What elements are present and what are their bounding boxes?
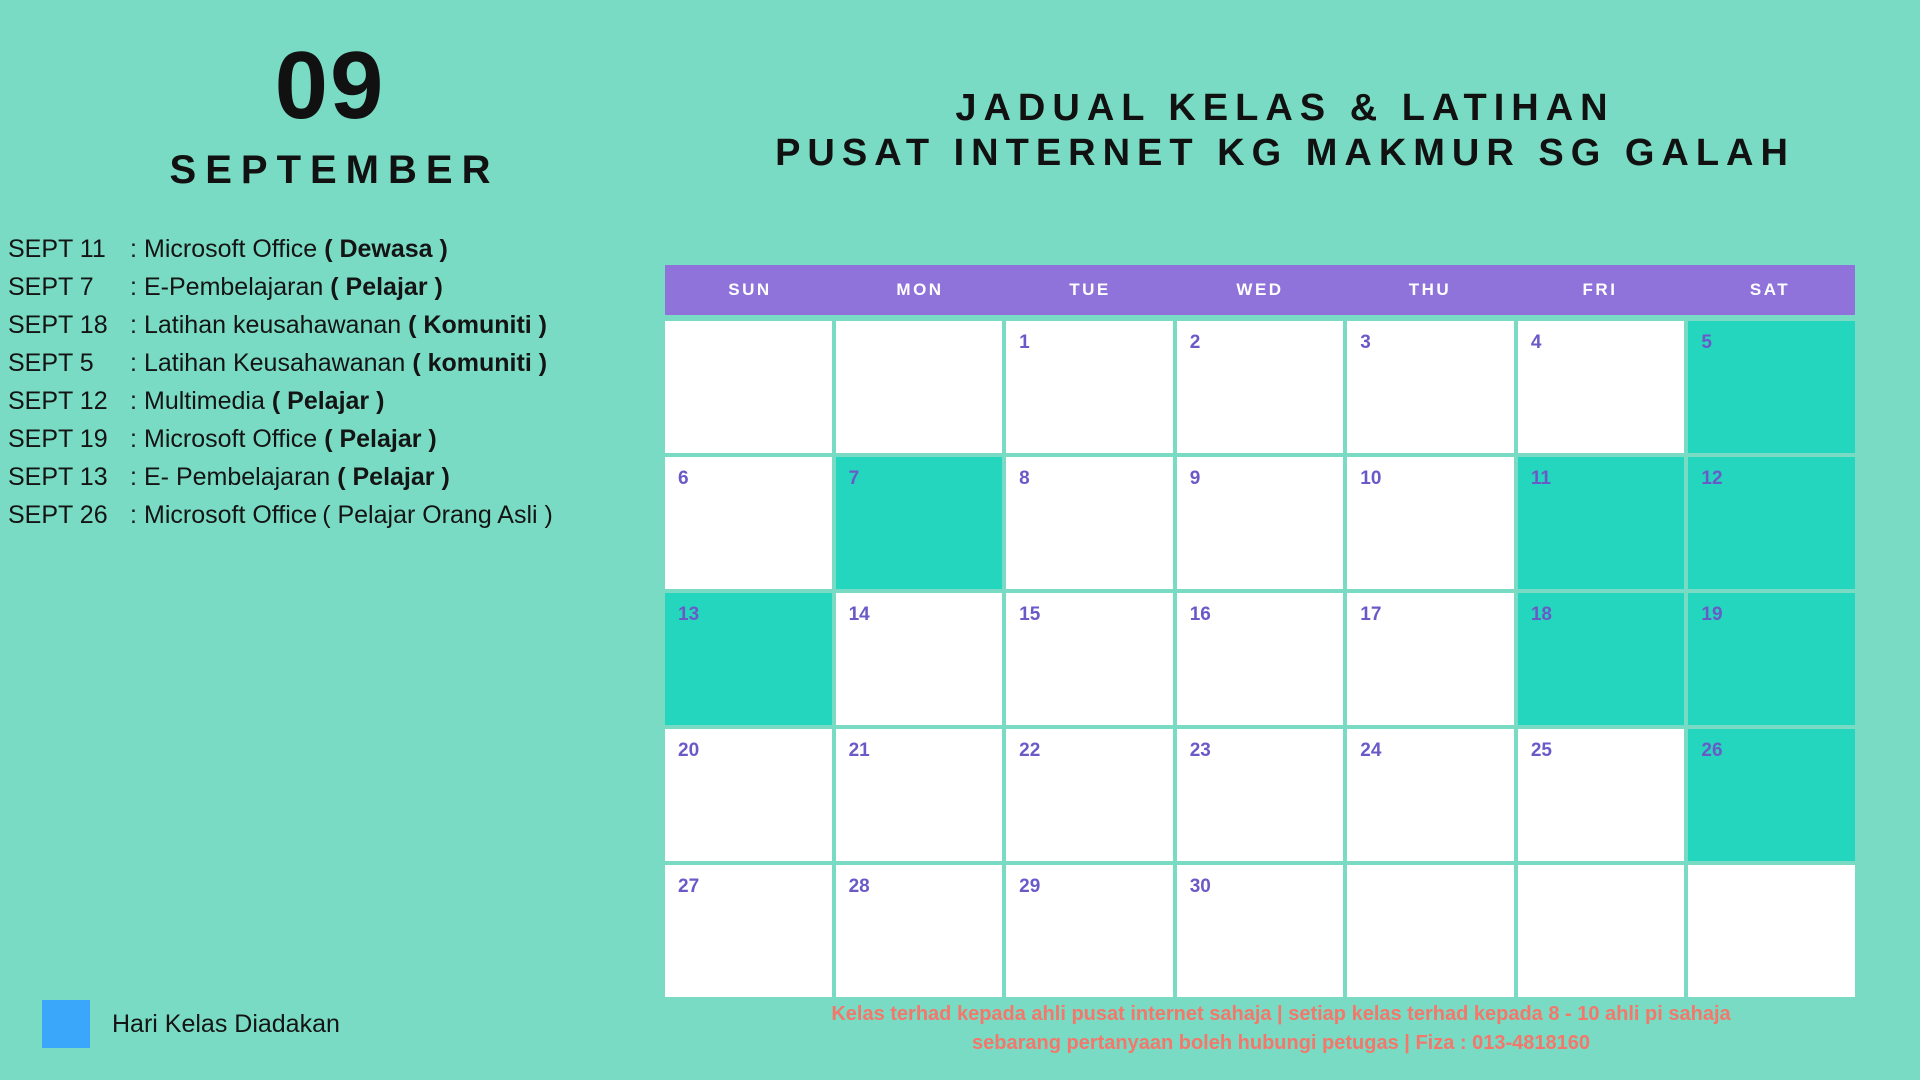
calendar-day-cell[interactable] [1177, 865, 1344, 997]
calendar-day-cell[interactable] [1688, 457, 1855, 589]
calendar-day-number: 18 [1530, 604, 1552, 625]
calendar-day-cell[interactable] [1006, 865, 1173, 997]
calendar-day-cell[interactable] [836, 457, 1003, 589]
schedule-audience-tag: ( komuniti ) [412, 349, 548, 377]
calendar-day-cell[interactable] [1006, 729, 1173, 861]
schedule-audience-tag: ( Pelajar ) [330, 273, 443, 301]
poster-title-line2: PUSAT INTERNET KG MAKMUR SG GALAH [775, 131, 1795, 174]
calendar-day-number: 14 [848, 604, 870, 625]
calendar-day-number: 3 [1360, 332, 1371, 353]
schedule-row [8, 313, 660, 338]
calendar-day-number: 12 [1701, 468, 1723, 489]
calendar-day-cell[interactable] [1177, 321, 1344, 453]
footnote [660, 1000, 1920, 1058]
calendar-dayname: WED [1236, 280, 1284, 299]
schedule-date: SEPT 5 [8, 349, 94, 377]
calendar-day-number: 21 [848, 740, 870, 761]
calendar-day-number: 30 [1189, 876, 1211, 897]
schedule-row [8, 351, 660, 376]
calendar-day-cell[interactable] [665, 865, 832, 997]
calendar-day-number: 6 [678, 468, 689, 489]
calendar-grid [665, 321, 1855, 997]
poster-title-line1: JADUAL KELAS & LATIHAN [955, 87, 1615, 129]
schedule-title: Microsoft Office [144, 235, 318, 263]
calendar-header-row [665, 265, 1855, 315]
month-name: SEPTEMBER [169, 148, 500, 192]
calendar-day-number: 19 [1701, 604, 1723, 625]
calendar-day-cell[interactable] [836, 593, 1003, 725]
schedule-date: SEPT 13 [8, 463, 108, 491]
calendar-day-cell[interactable] [1518, 729, 1685, 861]
calendar-day-cell[interactable] [1006, 321, 1173, 453]
calendar-day-cell[interactable] [1688, 729, 1855, 861]
legend-label: Hari Kelas Diadakan [112, 1009, 340, 1038]
calendar-empty-cell [1347, 865, 1514, 997]
schedule-row [8, 389, 660, 414]
footnote-line1: Kelas terhad kepada ahli pusat internet sahaja | setiap kelas terhad kepada 8 - 10 ahli pi sahaja [831, 1003, 1731, 1025]
calendar-day-cell[interactable] [665, 729, 832, 861]
schedule-date: SEPT 12 [8, 387, 108, 415]
calendar-day-number: 13 [678, 604, 700, 625]
calendar-day-cell[interactable] [1518, 321, 1685, 453]
calendar-day-number: 20 [678, 740, 700, 761]
calendar-day-cell[interactable] [1006, 593, 1173, 725]
schedule-separator: : [130, 463, 137, 491]
calendar-dayname: SUN [728, 280, 772, 299]
calendar-dayname: MON [896, 280, 944, 299]
calendar-day-number: 11 [1530, 468, 1551, 489]
calendar-day-cell[interactable] [1177, 457, 1344, 589]
calendar-day-cell[interactable] [1518, 457, 1685, 589]
calendar-empty-cell [1688, 865, 1855, 997]
calendar-empty-cell [836, 321, 1003, 453]
schedule-title: E-Pembelajaran [144, 273, 324, 301]
schedule-title: Latihan keusahawanan [144, 311, 402, 339]
schedule-title: Latihan Keusahawanan [144, 349, 406, 377]
schedule-separator: : [130, 425, 137, 453]
schedule-title: Microsoft Office [144, 425, 318, 453]
calendar-day-cell[interactable] [1347, 729, 1514, 861]
left-panel [0, 0, 660, 1080]
schedule-separator: : [130, 235, 137, 263]
schedule-audience-tag: ( Pelajar ) [324, 425, 437, 453]
schedule-separator: : [130, 501, 137, 529]
legend-color-swatch [42, 1000, 90, 1048]
schedule-title: Multimedia [144, 387, 265, 415]
schedule-audience-tag: ( Pelajar Orang Asli ) [322, 501, 553, 529]
calendar-day-number: 26 [1701, 740, 1723, 761]
schedule-date: SEPT 7 [8, 273, 94, 301]
calendar-day-number: 4 [1530, 332, 1542, 353]
calendar-day-cell[interactable] [1518, 593, 1685, 725]
schedule-row [8, 427, 660, 452]
calendar-dayname: FRI [1582, 280, 1618, 299]
calendar-day-number: 1 [1019, 332, 1030, 353]
right-panel [660, 0, 1920, 1080]
calendar-day-number: 9 [1189, 468, 1201, 489]
calendar [665, 265, 1855, 997]
calendar-day-cell[interactable] [1177, 729, 1344, 861]
calendar-empty-cell [1518, 865, 1685, 997]
calendar-day-number: 7 [848, 468, 860, 489]
calendar-day-number: 17 [1360, 604, 1382, 625]
schedule-row [8, 237, 660, 262]
schedule-separator: : [130, 387, 137, 415]
schedule-row [8, 465, 660, 490]
month-number: 09 [274, 32, 386, 139]
schedule-date: SEPT 26 [8, 501, 108, 529]
calendar-day-cell[interactable] [836, 865, 1003, 997]
calendar-day-cell[interactable] [1688, 321, 1855, 453]
calendar-dayname: THU [1408, 280, 1452, 299]
schedule-list [0, 237, 660, 528]
calendar-day-number: 28 [848, 876, 870, 897]
calendar-day-cell[interactable] [665, 457, 832, 589]
calendar-day-number: 2 [1189, 332, 1201, 353]
schedule-row [8, 503, 660, 528]
schedule-audience-tag: ( Komuniti ) [408, 311, 548, 339]
calendar-day-number: 22 [1019, 740, 1041, 761]
schedule-audience-tag: ( Pelajar ) [337, 463, 450, 491]
schedule-date: SEPT 18 [8, 311, 108, 339]
calendar-day-number: 27 [678, 876, 700, 897]
calendar-day-number: 15 [1019, 604, 1041, 625]
calendar-day-number: 25 [1530, 740, 1552, 761]
footnote-line2: sebarang pertanyaan boleh hubungi petugas | Fiza : 013-4818160 [972, 1032, 1590, 1054]
calendar-day-number: 29 [1019, 876, 1041, 897]
schedule-separator: : [130, 349, 137, 377]
calendar-day-cell[interactable] [1688, 593, 1855, 725]
schedule-separator: : [130, 273, 137, 301]
calendar-day-number: 10 [1360, 468, 1382, 489]
schedule-row [8, 275, 660, 300]
legend [42, 1000, 340, 1048]
schedule-audience-tag: ( Dewasa ) [324, 235, 448, 263]
poster-title [660, 86, 1920, 176]
schedule-date: SEPT 19 [8, 425, 108, 453]
calendar-day-number: 8 [1019, 468, 1030, 489]
calendar-day-cell[interactable] [665, 593, 832, 725]
calendar-day-cell[interactable] [1347, 593, 1514, 725]
calendar-day-cell[interactable] [836, 729, 1003, 861]
schedule-title: Microsoft Office [144, 501, 318, 529]
calendar-empty-cell [665, 321, 832, 453]
calendar-day-cell[interactable] [1006, 457, 1173, 589]
schedule-date: SEPT 11 [8, 235, 106, 263]
calendar-day-number: 5 [1701, 332, 1712, 353]
calendar-day-cell[interactable] [1177, 593, 1344, 725]
schedule-separator: : [130, 311, 137, 339]
calendar-day-number: 24 [1360, 740, 1382, 761]
schedule-title: E- Pembelajaran [144, 463, 331, 491]
calendar-day-number: 23 [1189, 740, 1211, 761]
calendar-dayname: SAT [1749, 280, 1791, 299]
calendar-day-number: 16 [1189, 604, 1211, 625]
schedule-audience-tag: ( Pelajar ) [271, 387, 385, 415]
calendar-day-cell[interactable] [1347, 321, 1514, 453]
calendar-dayname: TUE [1069, 280, 1111, 299]
calendar-day-cell[interactable] [1347, 457, 1514, 589]
